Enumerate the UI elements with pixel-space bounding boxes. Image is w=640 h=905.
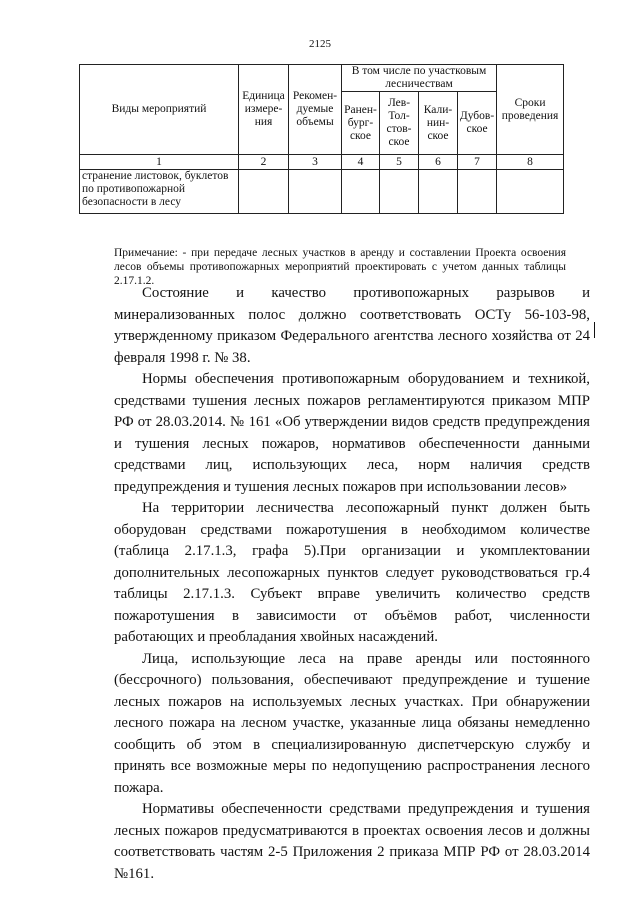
cell-activity: странение листовок, буклетов по противопожарной безопасности в лесу	[80, 170, 239, 214]
header-kalinin: Калининское	[419, 92, 458, 155]
column-number: 3	[289, 155, 342, 170]
cell-recommended	[289, 170, 342, 214]
header-dubov: Дубовское	[458, 92, 497, 155]
paragraph-fire-station: На территории лесничества лесопожарный пункт должен быть оборудован средствами пожаротушения в необходимом количестве (таблица 2.17.1.3, графа 5).При организации и укомплектовании дополнительных лесопожарных пунктов следует руководствоваться гр.4 таблицы 2.17.1.3. Субъект вправе увеличить количество средств пожаротушения в зависимости от объёмов работ, численности работающих и преобладания хвойных насаждений.	[114, 500, 590, 645]
header-deadlines: Сроки проведения	[497, 65, 564, 155]
paragraph-provision-norms: Нормативы обеспеченности средствами предупреждения и тушения лесных пожаров предусматриваются в проектах освоения лесов и должны соответствовать частям 2-5 Приложения 2 приказа МПР РФ от 28.03.2014 №161.	[114, 801, 590, 882]
cell-unit	[239, 170, 289, 214]
header-ranenburg: Раненбургское	[342, 92, 380, 155]
cell-kalinin	[419, 170, 458, 214]
header-activity: Виды мероприятий	[80, 65, 239, 155]
paragraph-firebreak-standards: Состояние и качество противопожарных разрывов и минерализованных полос должно соответствовать ОСТу 56-103-98, утвержденному приказом Федерального агентства лесного хозяйства от 24 февраля 1998 г. № 38.	[114, 285, 590, 366]
cell-ranenburg	[342, 170, 380, 214]
column-number: 5	[380, 155, 419, 170]
header-forestry-group: В том числе по участковым лесничествам	[342, 65, 497, 92]
column-number: 8	[497, 155, 564, 170]
column-number: 1	[80, 155, 239, 170]
page-number: 2125	[309, 38, 331, 50]
column-number: 6	[419, 155, 458, 170]
table-row	[80, 170, 564, 214]
cell-dubov	[458, 170, 497, 214]
margin-mark	[594, 322, 595, 338]
paragraph-equipment-norms: Нормы обеспечения противопожарным оборудованием и техникой, средствами тушения лесных пожаров регламентируются приказом МПР РФ от 28.03.2014. № 161 «Об утверждении видов средств предупреждения и тушения лесных пожаров, нормативов обеспеченности данными средствами лиц, использующих леса, норм наличия средств предупреждения и тушения лесных пожаров при использовании лесов»	[114, 371, 590, 495]
column-number: 4	[342, 155, 380, 170]
fire-prevention-activities-table	[79, 64, 564, 214]
header-recommended: Рекомендуемые объемы	[289, 65, 342, 155]
table-note: Примечание: - при передаче лесных участков в аренду и составлении Проекта освоения лесов объемы противопожарных мероприятий проектировать с учетом данных таблицы 2.17.1.2.	[114, 246, 566, 287]
cell-lev-tolstoy	[380, 170, 419, 214]
body-text	[114, 283, 590, 885]
paragraph-lessee-duties: Лица, использующие леса на праве аренды или постоянного (бессрочного) пользования, обеспечивают предупреждение и тушение лесных пожаров на используемых лесных участках. При обнаружении лесного пожара на лесном участке, указанные лица обязаны немедленно сообщить об этом в специализированную диспетчерскую службу и принять все возможные меры по недопущению распространения лесного пожара.	[114, 650, 590, 796]
header-unit: Единица измерения	[239, 65, 289, 155]
column-number: 2	[239, 155, 289, 170]
column-number: 7	[458, 155, 497, 170]
header-lev-tolstoy: Лев-Толстовское	[380, 92, 419, 155]
cell-deadlines	[497, 170, 564, 214]
